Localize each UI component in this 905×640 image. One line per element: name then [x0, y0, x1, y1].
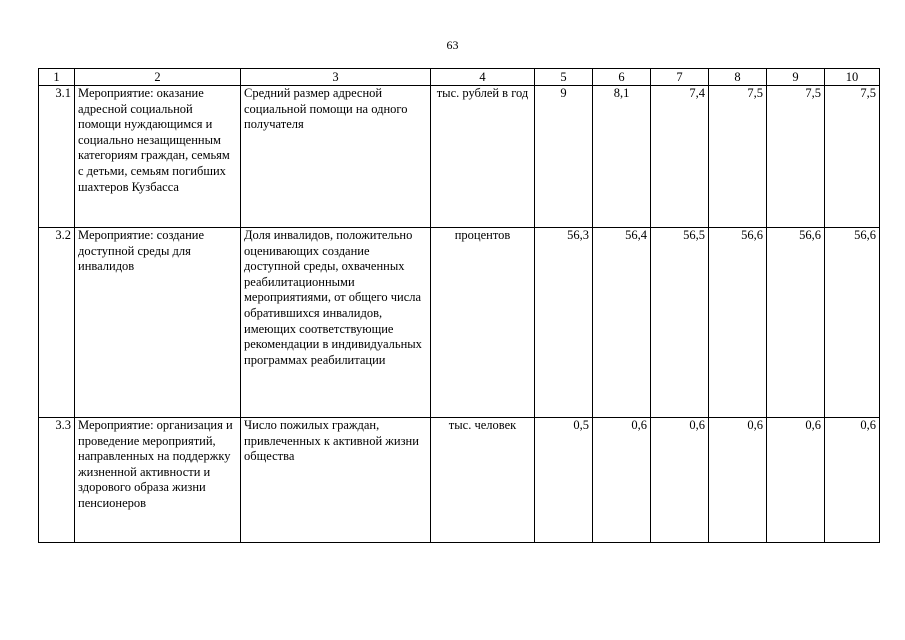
event-cell: Мероприятие: создание доступной среды для инвалидов: [75, 228, 241, 418]
value-cell: 7,5: [825, 86, 880, 228]
value-cell: 0,5: [535, 418, 593, 543]
value-cell: 8,1: [593, 86, 651, 228]
indicator-cell: Доля инвалидов, положительно оценивающих создание доступной среды, охваченных реабилитационными мероприятиями, от общего числа обратившихся инвалидов, имеющих соответствующие рекомендации в индивидуальных программах реабилитации: [241, 228, 431, 418]
value-cell: 56,5: [651, 228, 709, 418]
indicator-cell: Средний размер адресной социальной помощи на одного получателя: [241, 86, 431, 228]
value-cell: 0,6: [593, 418, 651, 543]
table-row: [39, 418, 880, 543]
column-number-header: 3: [241, 69, 431, 86]
column-number-header: 4: [431, 69, 535, 86]
column-number-header: 7: [651, 69, 709, 86]
value-cell: 56,3: [535, 228, 593, 418]
value-cell: 7,5: [767, 86, 825, 228]
unit-cell: процентов: [431, 228, 535, 418]
row-number: 3.3: [39, 418, 75, 543]
value-cell: 7,5: [709, 86, 767, 228]
indicators-table: [38, 68, 880, 543]
value-cell: 0,6: [709, 418, 767, 543]
column-number-header: 8: [709, 69, 767, 86]
column-number-header: 2: [75, 69, 241, 86]
row-number: 3.1: [39, 86, 75, 228]
unit-cell: тыс. рублей в год: [431, 86, 535, 228]
value-cell: 56,6: [767, 228, 825, 418]
value-cell: 56,6: [709, 228, 767, 418]
table-header-row: [39, 69, 880, 86]
value-cell: 0,6: [767, 418, 825, 543]
value-cell: 7,4: [651, 86, 709, 228]
unit-cell: тыс. человек: [431, 418, 535, 543]
value-cell: 56,6: [825, 228, 880, 418]
value-cell: 0,6: [651, 418, 709, 543]
column-number-header: 10: [825, 69, 880, 86]
indicator-cell: Число пожилых граждан, привлеченных к активной жизни общества: [241, 418, 431, 543]
event-cell: Мероприятие: оказание адресной социальной помощи нуждающимся и социально незащищенным категориям граждан, семьям с детьми, семьям погибших шахтеров Кузбасса: [75, 86, 241, 228]
value-cell: 9: [535, 86, 593, 228]
table-row: [39, 86, 880, 228]
value-cell: 0,6: [825, 418, 880, 543]
column-number-header: 6: [593, 69, 651, 86]
value-cell: 56,4: [593, 228, 651, 418]
table-row: [39, 228, 880, 418]
event-cell: Мероприятие: организация и проведение мероприятий, направленных на поддержку жизненной активности и здорового образа жизни пенсионеров: [75, 418, 241, 543]
column-number-header: 5: [535, 69, 593, 86]
column-number-header: 9: [767, 69, 825, 86]
column-number-header: 1: [39, 69, 75, 86]
row-number: 3.2: [39, 228, 75, 418]
page-number: 63: [446, 38, 459, 52]
